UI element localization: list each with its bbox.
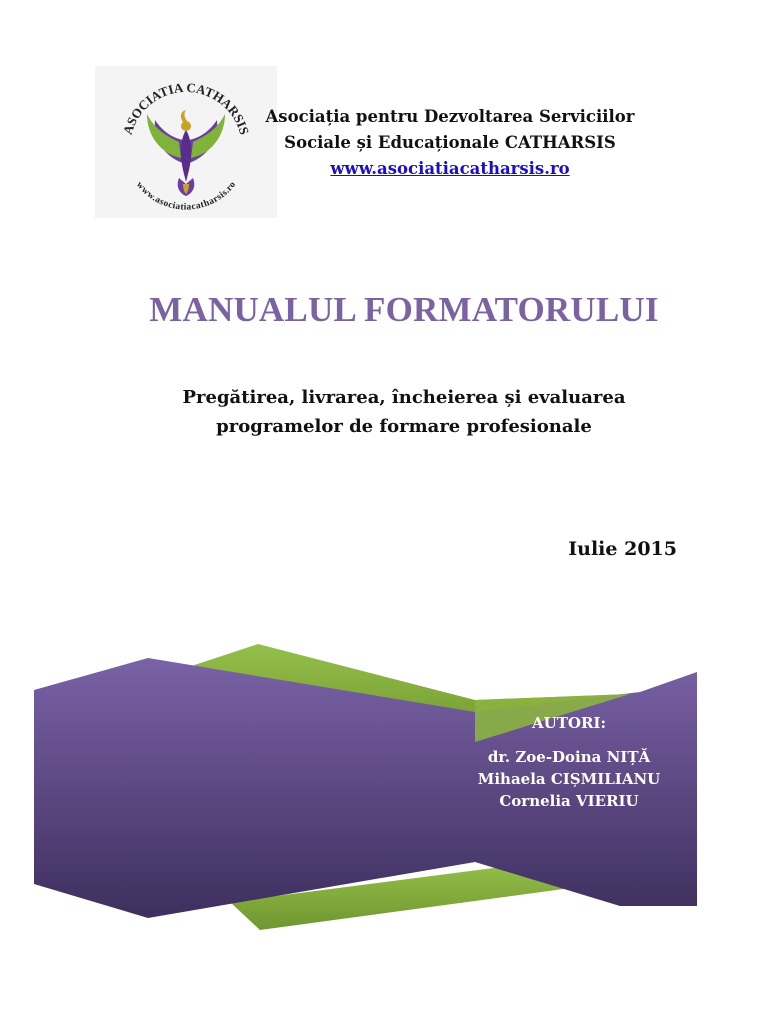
org-name-line2: Sociale și Educaționale CATHARSIS [284, 133, 616, 152]
subtitle-line1: Pregătirea, livrarea, încheierea și evaluarea [182, 387, 626, 408]
authors-block [440, 712, 698, 812]
author-name: Mihaela CIȘMILIANU [477, 770, 661, 788]
publication-date: Iulie 2015 [568, 538, 677, 560]
document-title: MANUALUL FORMATORULUI [149, 290, 659, 329]
author-name: Cornelia VIERIU [499, 792, 639, 810]
logo-ring-text-bottom: www.asociatiacatharsis.ro [133, 180, 239, 213]
website-link[interactable]: www.asociatiacatharsis.ro [330, 159, 570, 178]
logo-ring-text-top: ASOCIATIA CATHARSIS [119, 79, 253, 137]
author-name: dr. Zoe-Doina NIȚĂ [487, 748, 651, 766]
authors-heading: AUTORI: [532, 714, 606, 732]
org-name-line1: Asociația pentru Dezvoltarea Serviciilor [265, 107, 635, 126]
subtitle-line2: programelor de formare profesionale [216, 416, 592, 437]
